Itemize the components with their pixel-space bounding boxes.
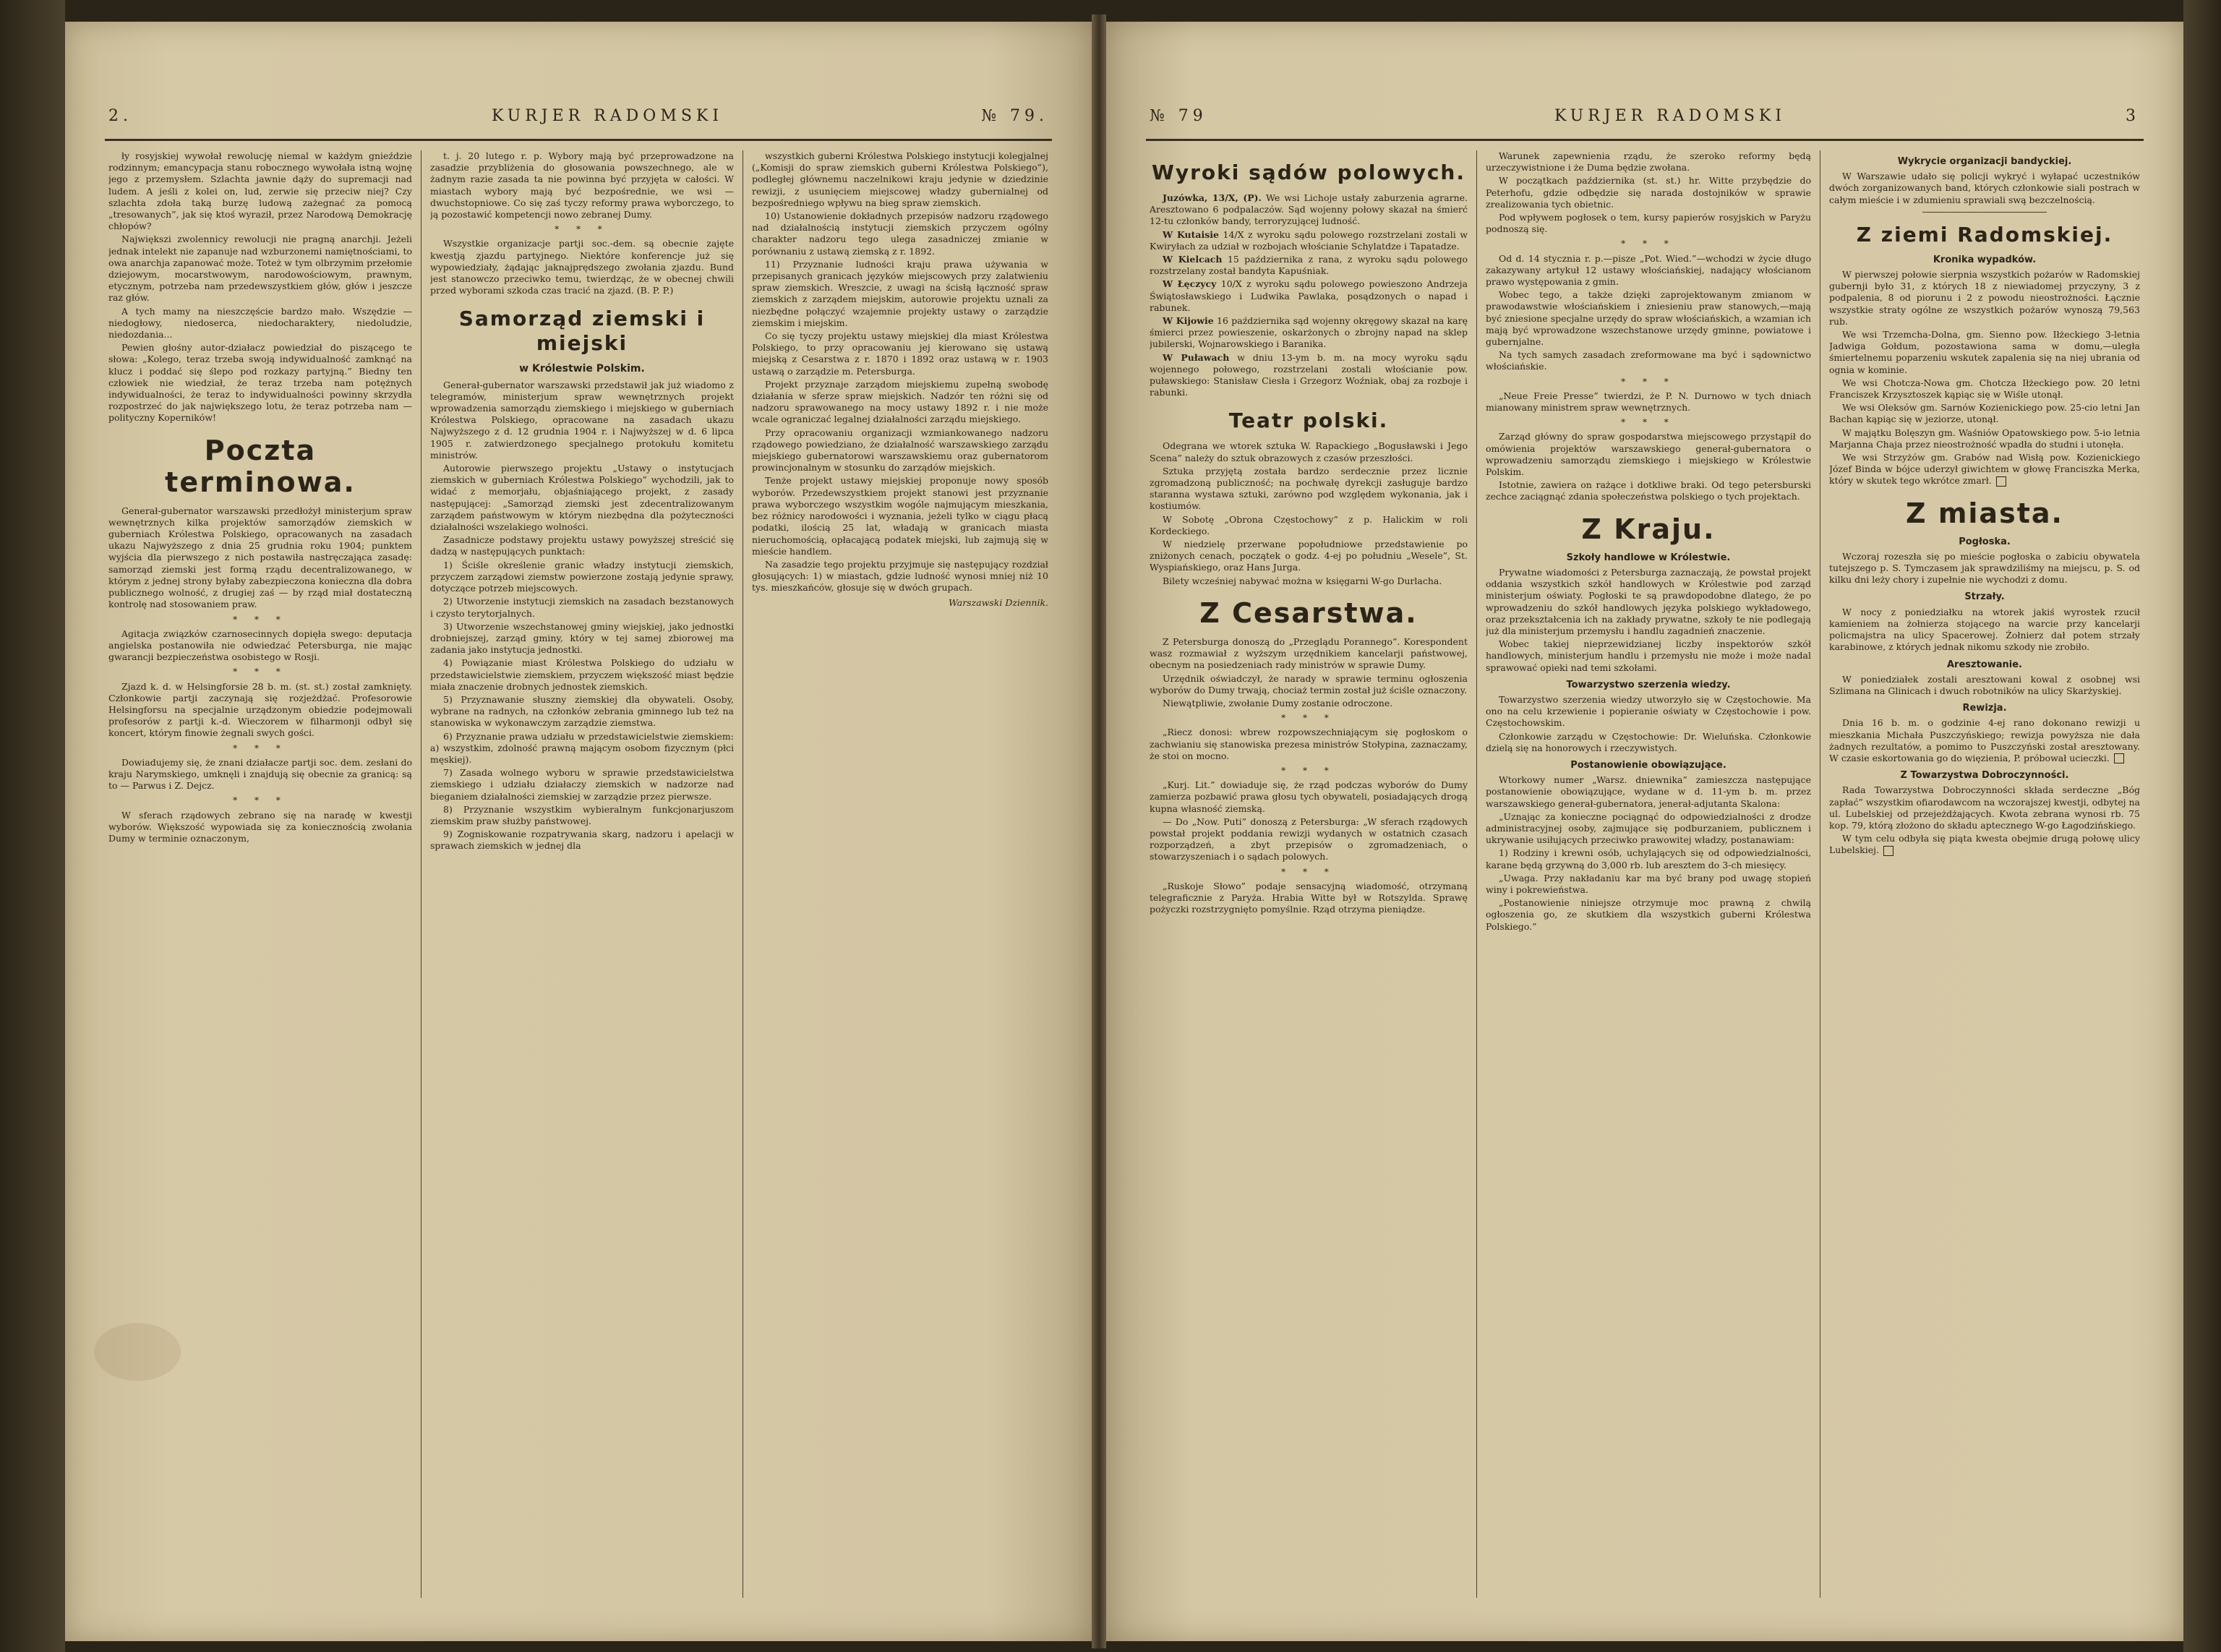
paragraph: Wobec takiej nieprzewidzianej liczby inspektorów szkół handlowych, ministerjum handlu i przemysłu nie może i może nadal sprawować opieki nad temi szkołami.	[1486, 638, 1811, 673]
paragraph: W majątku Bolęszyn gm. Waśniów Opatowskiego pow. 5-io letnia Marjanna Chaja przez nieostrożność wpadła do studni i utonęła.	[1829, 427, 2140, 450]
paragraph: Przy opracowaniu organizacji wzmiankowanego nadzoru rządowego powiedziano, że działalność warszawskiego zarządu miejskiego gubernatorowi warszawskiemu oraz gubernatorom prowincjonalnym w stosunku do zarządów miejskich.	[752, 427, 1048, 474]
separator-stars: * * *	[233, 667, 288, 677]
paragraph: „Kurj. Lit.” dowiaduje się, że rząd podczas wyborów do Dumy zamierza pozbawić prawa głosu tych obywateli, posiadających drogą kupna własność ziemską.	[1150, 779, 1468, 814]
section-headline: Z Kraju.	[1581, 513, 1716, 545]
paragraph: Odegrana we wtorek sztuka W. Rapackiego „Bogusławski i Jego Scena” należy do sztuk obrazowych z czasów przeszłości.	[1150, 440, 1468, 463]
page-number: 3	[2126, 107, 2140, 125]
separator-stars: * * *	[1281, 713, 1336, 724]
paragraph: Na zasadzie tego projektu przyjmuje się następujący rozdział głosujących: 1) w miastach, gdzie ludność wynosi mniej niż 10 tys. mieszkańców, głosuje się w dwóch grupach.	[752, 558, 1048, 594]
paragraph: wszystkich guberni Królestwa Polskiego instytucji kolegjalnej („Komisji do spraw ziemskich guberni Królestwa Polskiego”), podległej głównemu naczelnikowi kraju jedynie w dziedzinie rewizji, z usunięciem miejscowej władzy gubernialnej od bezpośredniego wpływu na bieg spraw ziemskich.	[752, 150, 1048, 208]
separator-stars: * * *	[1281, 866, 1336, 877]
paragraph: Wszystkie organizacje partji soc.-dem. są obecnie zajęte kwestją zjazdu partyjnego. Niektóre konferencje już się wypowiedziały, żądając jaknajprędszego zwołania zjazdu. Bund jest stanowczo przeciwko temu, twierdząc, że w obecnej chwili przed wyborami szkoda czas tracić na zjazd. (B. P. P.)	[430, 238, 734, 296]
paragraph: „Riecz donosi: wbrew rozpowszechniającym się pogłoskom o zachwianiu się stanowiska prezesa ministrów Stołypina, zaznaczamy, że stoi on mocno.	[1150, 727, 1468, 761]
paragraph: Bilety wcześniej nabywać można w księgarni W-go Durlacha.	[1163, 575, 1442, 586]
paragraph: Tenże projekt ustawy miejskiej proponuje nowy sposób wyborów. Przedewszystkiem projekt stanowi jest przyznanie prawa wyborczego wszystkim wogóle najmującym mieszkania, bez różnicy narodowości i wyznania, jeżeli tylko w ciągu płacą podatki, ilością 25 lat, władają w granicach miasta nieruchomością, opłacającą podatek miejski, lub zajmują się w mieście handlem.	[752, 475, 1048, 557]
paragraph: 1) Ściśle określenie granic władzy instytucji ziemskich, przyczem zarządowi ziemstw powierzone zostają jedynie sprawy, dotyczące potrzeb miejscowych.	[430, 559, 734, 594]
paragraph: Największi zwolennicy rewolucji nie pragną anarchji. Jeżeli jednak intelekt nie zapanuje nad wzburzonemi namiętnościami, to owa anarchja zapanować może. Toteż w tym olbrzymim przełomie dziejowym, mocarstwowym, narodowościowym, prawnym, etycznym, potrzeba nam przedewszystkiem głów, głów i jeszcze raz głów.	[108, 234, 412, 304]
separator-stars: * * *	[1621, 417, 1676, 428]
header-rule	[105, 139, 1052, 141]
scan-edge-left	[0, 0, 65, 1652]
masthead: KURJER RADOMSKI	[1554, 107, 1786, 125]
issue-number: № 79	[1150, 107, 1207, 125]
article-subhead: Pogłoska.	[1959, 536, 2011, 547]
paragraph: Od d. 14 stycznia r. p.—pisze „Pot. Wied.”—wchodzi w życie długo zakazywany artykuł 12 ustawy włościańskiej, nadający włościanom prawo występowania z gmin.	[1486, 252, 1811, 288]
paragraph	[1829, 833, 2140, 856]
item-lead: W Kielcach	[1163, 254, 1223, 265]
paragraph: We wsi Oleksów gm. Sarnów Kozienickiego pow. 25-cio letni Jan Bachan kąpiąc się w jeziorze, utonął.	[1829, 402, 2140, 425]
paragraph: Pod wpływem pogłosek o tem, kursy papierów rosyjskich w Paryżu podnoszą się.	[1486, 212, 1811, 235]
paragraph: 2) Utworzenie instytucji ziemskich na zasadach bezstanowych i czysto terytorjalnych.	[430, 596, 734, 619]
paragraph: 5) Przyznawanie słuszny ziemskiej dla obywateli. Osoby, wybrane na radnych, na członków zebrania gminnego lub też na stanowiska w wykonawczym zarządzie ziemstwa.	[430, 693, 734, 729]
section-headline: Z ziemi Radomskiej.	[1856, 222, 2113, 247]
news-item	[1150, 315, 1468, 351]
paragraph	[1829, 717, 2140, 764]
end-mark-icon	[1996, 476, 2006, 487]
paragraph: „Postanowienie niniejsze otrzymuje moc prawną z chwilą ogłoszenia go, ze skutkiem dla wszystkich guberni Królestwa Polskiego.”	[1486, 897, 1811, 932]
item-text: 15 października z rana, z wyroku sądu polowego rozstrzelany został bandyta Kapuśniak.	[1150, 254, 1468, 277]
item-lead: Juzówka, 13/X, (P).	[1163, 192, 1262, 203]
paragraph: 1) Rodziny i krewni osób, uchylających się od odpowiedzialności, karane będą grzywną do 3,000 rb. lub aresztem do 3-ch miesięcy.	[1486, 847, 1811, 870]
section-headline: Poczta terminowa.	[165, 434, 356, 498]
paragraph: We wsi Chotcza-Nowa gm. Chotcza Iłżeckiego pow. 20 letni Franciszek Krzysztoszek kąpiąc się w Wiśle utonął.	[1829, 377, 2140, 401]
paragraph: Agitacja związków czarnosecinnych dopięła swego: deputacja angielska postanowiła nie odwiedzać Petersburga, nie mając gwarancji bezpieczeństwa osobistego w Rosji.	[108, 628, 412, 663]
paragraph: W Sobotę „Obrona Częstochowy” z p. Halickim w roli Kordeckiego.	[1150, 513, 1468, 536]
separator-stars: * * *	[1621, 239, 1676, 249]
section-headline: Samorząd ziemski i miejski	[458, 307, 706, 356]
column-3	[752, 150, 1048, 1605]
paragraph: 9) Zogniskowanie rozpatrywania skarg, nadzoru i apelacji w sprawach ziemskich w jednej dla	[430, 829, 734, 852]
article-subhead: Wykrycie organizacji bandyckiej.	[1897, 156, 2072, 167]
page-number: 2.	[108, 107, 132, 125]
paragraph: W niedzielę przerwane popołudniowe przedstawienie po zniżonych cenach, początek o godz. 4-ej po południu „Wesele”, St. Wyspiańskiego, oraz Hans Jurga.	[1150, 539, 1468, 573]
item-text: We wsi Lichoje ustały zaburzenia agrarne. Aresztowano 6 podpalaczów. Sąd wojenny połowy skazał na śmierć 12-tu członków bandy, terroryzującej ludność.	[1150, 192, 1468, 227]
paragraph: ły rosyjskiej wywołał rewolucję niemal w każdym gnieździe rodzinnym; emancypacja stanu robocznego wywołała istną wojnę jego z przemysłem. Szlachta jawnie dąży do supremacji nad ludem. A jeśli z kolei on, lud, zerwie się przeciw niej? Czy szlachta zdoła taką burzę ludową zażegnać za pomocą „tresowanych”, jak się ktoś wyraził, przez Narodową Demokrację chłopów?	[108, 150, 412, 232]
paragraph-text: W tym celu odbyła się piąta kwesta obejmie drugą połowę ulicy Lubelskiej.	[1829, 833, 2140, 856]
paragraph: Pewien głośny autor-działacz powiedział do piszącego te słowa: „Kolego, teraz trzeba swoją indywidualność zamknąć na klucz i poddać się ślepo pod rozkazy partyjną.” Biedny ten człowiek nie wiedział, że teraz trzeba nam potężnych indywidualności, że teraz to indywidualności powinny skrzydła rozpostrzeć do jak największego lotu, że teraz potrzeba nam — polityczny Koperników!	[108, 342, 412, 424]
paragraph: 7) Zasada wolnego wyboru w sprawie przedstawicielstwa ziemskiego i udziału działaczy ziemskich w nadzorze nad bieganiem działalności ziemskiej w zarządzie przez pierwsze.	[430, 767, 734, 802]
paragraph: Niewątpliwie, zwołanie Dumy zostanie odroczone.	[1163, 697, 1393, 709]
paragraph: Co się tyczy projektu ustawy miejskiej dla miast Królestwa Polskiego, to przy opracowaniu jej kierowano się ustawą miejską z Cesarstwa z r. 1870 i 1892 oraz ustawą w r. 1903 ustawą o zarządzie m. Petersburga.	[752, 330, 1048, 377]
item-text: 16 października sąd wojenny okręgowy skazał na karę śmierci przez powieszenie, oskarżonych o zbrojny napad na sklep jubilerski, Wojnarowskiego i Baranika.	[1150, 315, 1468, 350]
right-page	[1106, 22, 2183, 1641]
paragraph: „Ruskoje Słowo” podaje sensacyjną wiadomość, otrzymaną telegraficznie z Paryża. Hrabia Witte był w Rotszylda. Sprawę pożyczki rozstrzygnięto pomyślnie. Rząd otrzyma pieniądze.	[1150, 880, 1468, 915]
article-subhead: Z Towarzystwa Dobroczynności.	[1900, 770, 2069, 782]
masthead: KURJER RADOMSKI	[492, 107, 724, 125]
separator-stars: * * *	[555, 224, 609, 235]
paragraph: Generał-gubernator warszawski przedstawił jak już wiadomo z telegramów, ministerjum spraw wewnętrznych projekt wprowadzenia samorządu ziemskiego i miejskiego w guberniach Królestwa Polskiego, opracowane na zasadach ukazu Najwyższego z d. 12 grudnia 1904 r. i Najwyższej w d. 6 lipca 1905 r. zatwierdzonego specjalnego protokułu komitetu ministrów.	[430, 379, 734, 461]
paragraph: Wobec tego, a także dzięki zaprojektowanym zmianom w prawodawstwie włościańskiem i zniesieniu praw stanowych,—mają być zniesione specjalne urzędy do spraw włościańskich, a wzamian ich mają być wprowadzone wszechstanowe urzędy gminne, powiatowe i gubernjalne.	[1486, 289, 1811, 348]
left-page	[65, 22, 1092, 1641]
separator-stars: * * *	[1621, 376, 1676, 387]
paragraph: W Warszawie udało się policji wykryć i wyłapać uczestników dwóch zorganizowanych band, których członkowie siali postrach w całym mieście i w zdumieniu sprawiali swą bezczelnością.	[1829, 171, 2140, 205]
paragraph	[1829, 452, 2140, 487]
item-lead: W Kutaisie	[1163, 228, 1219, 240]
paragraph: Warunek zapewnienia rządu, że szeroko reformy będą urzeczywistnione i że Duma będzie zwołana.	[1486, 150, 1811, 174]
article-subhead: Strzały.	[1964, 591, 2005, 603]
paragraph: Członkowie zarządu w Częstochowie: Dr. Wieluńska. Członkowie dzielą się na honorowych i rzeczywistych.	[1486, 730, 1811, 753]
article-subhead: Postanowienie obowiązujące.	[1570, 759, 1726, 771]
news-item	[1150, 278, 1468, 314]
paragraph: Autorowie pierwszego projektu „Ustawy o instytucjach ziemskich w guberniach Królestwa Polskiego” wychodzili, jak to widać z memorjału, objaśniającego projekt, z zasady następującej: „Samorząd ziemski jest zdecentralizowanym zarządem państwowym w którym niezbędna dla pożyteczności działalności wszelakiego wolności.	[430, 463, 734, 533]
paragraph: W sferach rządowych zebrano się na naradę w kwestji wyborów. Większość wypowiada się za koniecznością zwołania Dumy w terminie oznaczonym,	[108, 809, 412, 844]
column-1	[1150, 150, 1468, 1605]
news-item	[1150, 229, 1468, 252]
paragraph: Urzędnik oświadczył, że narady w sprawie terminu ogłoszenia wyborów do Dumy trwają, chociaż termin został już ściśle oznaczony.	[1150, 672, 1468, 696]
item-lead: W Kijowie	[1163, 315, 1214, 327]
item-text: 10/X z wyroku sądu polowego powieszono Andrzeja Świątosławskiego i Ludwika Pawlaka, posądzonych o napad i rabunek.	[1150, 278, 1468, 313]
news-item	[1150, 254, 1468, 277]
separator-stars: * * *	[233, 795, 288, 806]
paragraph: 8) Przyznanie wszystkim wybieralnym funkcjonarjuszom ziemskim praw służby państwowej.	[430, 803, 734, 826]
article-subhead: Szkoły handlowe w Królestwie.	[1566, 552, 1731, 563]
paragraph-text: We wsi Strzyżów gm. Grabów nad Wisłą pow. Kozienickiego Józef Binda w bójce uderzył giwichtem w głowę Franciszka Merka, który w skutek tego wkrótce zmarł.	[1829, 452, 2140, 487]
book-gutter	[1092, 14, 1106, 1648]
running-head	[1150, 107, 2140, 136]
paragraph: 4) Powiązanie miast Królestwa Polskiego do udziału w przedstawicielstwie ziemskiem, przyczem większość miast będzie miała znaczenie drobnych jednostek ziemskich.	[430, 657, 734, 692]
issue-number: № 79.	[981, 107, 1048, 125]
source-signature: Warszawski Dziennik.	[949, 596, 1048, 608]
paragraph: Sztuka przyjętą została bardzo serdecznie przez licznie zgromadzoną publiczność; na pochwałę dyrekcji zasługuje bardzo staranna wystawa sztuki, zarówno pod względem wykonania, jak i kostiumów.	[1150, 465, 1468, 512]
item-text: 14/X z wyroku sądu polowego rozstrzelani zostali w Kwiryłach za udział w rozbojach włościanie Schylatdze i Tapatadze.	[1150, 228, 1468, 252]
column-2	[1486, 150, 1811, 1605]
column-3	[1829, 150, 2140, 1605]
item-text: w dniu 13-ym b. m. na mocy wyroku sądu wojennego połowego, rozstrzelani zostali włościanie pow. puławskiego: Stanisław Ciesła i Grzegorz Woźniak, obaj za rozboje i rabunki.	[1150, 351, 1468, 398]
paragraph: 11) Przyznanie ludności kraju prawa używania w przepisanych granicach języków miejscowych przy zalatwieniu spraw ziemskich. Wreszcie, z uwagi na ścisłą łączność spraw ziemskich z zarządem miejskim, autorowie projektu uznali za niezbędne połączyć wzajemnie projekty ustawy o zarządzie ziemskim i miejskim.	[752, 258, 1048, 328]
paragraph: Istotnie, zawiera on rażące i dotkliwe braki. Od tego petersburski zechce zaciągnąć zdania społeczeństwa polskiego o tych projektach.	[1486, 479, 1811, 502]
section-headline: Teatr polski.	[1228, 408, 1389, 433]
separator-stars: * * *	[1281, 765, 1336, 776]
paragraph: W pierwszej połowie sierpnia wszystkich pożarów w Radomskiej gubernji było 31, z których 18 z niewiadomej przyczyny, 3 z podpalenia, 8 od piorunu i 2 z powodu nieostrożności. Łącznie wszystkie straty ogólne ze wszystkich pożarów wynoszą 79,563 rub.	[1829, 269, 2140, 327]
paragraph: Towarzystwo szerzenia wiedzy utworzyło się w Częstochowie. Ma ono na celu krzewienie i popieranie oświaty w Częstochowie i pow. Częstochowskim.	[1486, 693, 1811, 729]
paragraph: Rada Towarzystwa Dobroczynności składa serdeczne „Bóg zapłać” wszystkim ofiarodawcom na wczorajszej kwestji, odbytej na ul. Lubelskiej od przejeżdżających. Kwota zebrana wynosi rb. 75 kop. 79, którą złożono do składu aptecznego W-go Łagodzińskiego.	[1829, 784, 2140, 831]
paragraph: Projekt przyznaje zarządom miejskiemu zupełną swobodę działania w sferze spraw miejskich. Nadzór ten różni się od nadzoru sprawowanego na mocy ustawy 1892 r. i nie może wcale ograniczać legalnej działalności zarządu miejskiego.	[752, 378, 1048, 425]
scan-edge-right	[2183, 0, 2221, 1652]
paragraph-text: Dnia 16 b. m. o godzinie 4-ej rano dokonano rewizji u mieszkania Michała Puszczyńskiego; rewizja powyższa nie dała żadnych rezultatów, a pomimo to Puszczyński został aresztowany. W czasie eskortowania go do więzienia, P. próbował ucieczki.	[1829, 717, 2140, 763]
end-mark-icon	[2114, 753, 2124, 763]
section-headline: Z miasta.	[1906, 497, 2063, 529]
end-mark-icon	[1883, 846, 1893, 856]
paragraph: A tych mamy na nieszczęście bardzo mało. Wszędzie — niedogłowy, niedoserca, niedocharaktery, niedoludzie, niedozdania...	[108, 305, 412, 341]
running-head	[108, 107, 1048, 136]
paragraph: We wsi Trzemcha-Dolna, gm. Sienno pow. Iłżeckiego 3-letnia Jadwiga Gołdum, pozostawiona sama w domu,—uległa śmiertelnemu poparzeniu wskutek zapalenia się na niej ubrania od ognia w kominie.	[1829, 329, 2140, 375]
section-subtitle: w Królestwie Polskim.	[519, 363, 645, 375]
paragraph: 6) Przyznanie prawa udziału w przedstawicielstwie ziemskiem: a) wszystkim, zdolność prawną mającym osobom fizycznym (płci męskiej).	[430, 730, 734, 765]
paragraph: Dowiadujemy się, że znani działacze partji soc. dem. zesłani do kraju Narymskiego, umknęli i znajdują się obecnie za granicą: są to — Parwus i Z. Dejcz.	[108, 756, 412, 792]
news-item	[1150, 192, 1468, 228]
article-subhead: Kronika wypadków.	[1933, 254, 2037, 265]
paragraph: Zasadnicze podstawy projektu ustawy powyższej streścić się dadzą w następujących punktach:	[430, 534, 734, 557]
section-headline: Wyroki sądów polowych.	[1151, 161, 1465, 184]
separator-stars: * * *	[233, 742, 288, 753]
paragraph: Wczoraj rozeszła się po mieście pogłoska o zabiciu obywatela tutejszego p. S. Tymczasem jak sprawdziliśmy na miejscu, p. S. od kilku dni leży chory i zupełnie nie wychodzi z domu.	[1829, 550, 2140, 586]
item-lead: W Łęczycy	[1163, 278, 1217, 290]
column-rule	[1476, 150, 1477, 1598]
column-1	[108, 150, 412, 1605]
section-headline: Z Cesarstwa.	[1199, 596, 1418, 629]
paragraph: „Uznając za konieczne pociągnąć do odpowiedzialności z drodze administracyjnej osoby, zajmujące się podburzaniem, publicznem i ukrywanie usiłujących przeciwko prawowitej władzy, postanawiam:	[1486, 810, 1811, 846]
paragraph: Wtorkowy numer „Warsz. dniewnika” zamieszcza następujące postanowienie obowiązujące, wydane w d. 11-ym b. m. przez warszawskiego generał-gubernatora, jenerał-adjutanta Skalona:	[1486, 774, 1811, 809]
article-subhead: Rewizja.	[1962, 703, 2007, 714]
paragraph: 10) Ustanowienie dokładnych przepisów nadzoru rządowego nad działalnością instytucji ziemskich przyczem ogólny charakter nadzoru tego ulega zasadniczej zmianie w porównaniu z ustawą ziemską z r. 1892.	[752, 210, 1048, 257]
paragraph: — Do „Now. Puti” donoszą z Petersburga: „W sferach rządowych powstał projekt poddania rewizji wydanych w ostatnich czasach rozporządzeń, a zbyt przepisów o zgromadzeniach, o stowarzyszeniach i o sądach polowych.	[1150, 816, 1468, 863]
paragraph: Zarząd główny do spraw gospodarstwa miejscowego przystąpił do omówienia projektów warszawskiego generał-gubernatora o wprowadzeniu samorządu ziemskiego i miejskiego w Królestwie Polskim.	[1486, 431, 1811, 478]
paragraph: W nocy z poniedziałku na wtorek jakiś wyrostek rzucił kamieniem na żołnierza stojącego na warcie przy kancelarji policmajstra na ulicy Spacerowej. Żołnierz dał potem strzały karabinowe, z których jednak nikomu szkody nie zrobiło.	[1829, 606, 2140, 653]
paragraph: Na tych samych zasadach zreformowane ma być i sądownictwo włościańskie.	[1486, 349, 1811, 372]
paragraph: Generał-gubernator warszawski przedłożył ministerjum spraw wewnętrznych kilka projektów samorządów ziemskich w guberniach Królestwa Polskiego, opracowanych na zasadach ukazu Najwyższego z dnia 25 grudnia roku 1904; punktem wyjścia dla pierwszego z nich postawiła nastręczająca zasadę: samorząd ziemski jest formą rządu decentralizowanego, w którym z jednej strony byłaby zabezpieczona konieczna dla dobra publicznego wolność, z drugiej zaś — by rząd miał dostateczną kontrolę nad stosowaniem praw.	[108, 505, 412, 610]
paragraph: Zjazd k. d. w Helsingforsie 28 b. m. (st. st.) został zamknięty. Członkowie partji zaczynają się rozjeżdżać. Profesorowie Helsingforsu na specjalnie urządzonym obiedzie podejmowali profesorów z partji k.-d. Wieczorem w filharmonji odbył się koncert, którym finowie żegnali swych gości.	[108, 680, 412, 739]
paragraph: W początkach października (st. st.) hr. Witte przybędzie do Peterhofu, gdzie odbędzie się narada dostojników w sprawie zrealizowania tych obietnic.	[1486, 175, 1811, 210]
article-subhead: Aresztowanie.	[1947, 659, 2022, 670]
paragraph: „Neue Freie Presse” twierdzi, że P. N. Durnowo w tych dniach mianowany ministrem spraw wewnętrznych.	[1486, 390, 1811, 414]
paragraph: „Uwaga. Przy nakładaniu kar ma być brany pod uwagę stopień winy i pokrewieństwa.	[1486, 872, 1811, 895]
paragraph: W poniedziałek zostali aresztowani kowal z osobnej wsi Szlimana na Glinicach i dwuch robotników na ulicy Skarżyskiej.	[1829, 673, 2140, 696]
paragraph: 3) Utworzenie wszechstanowej gminy wiejskiej, jako jednostki drobniejszej, zarząd gminy, który w tej samej zbiorowej ma zadania jako instytucja jednostki.	[430, 620, 734, 656]
paragraph: Prywatne wiadomości z Petersburga zaznaczają, że powstał projekt oddania wszystkich szkół handlowych w Królestwie pod zarząd ministerjum oświaty. Pogłoski te są prawdopodobne dlatego, że po wprowadzeniu do szkół handlowych języka polskiego wykładowego, oraz przekształcenia ich na zakłady prywatne, szkoły te nie podlegają już dla ministerjum przemysłu i handlu zagadnień znaczenie.	[1486, 566, 1811, 636]
item-lead: W Puławach	[1163, 351, 1230, 363]
paragraph: t. j. 20 lutego r. p. Wybory mają być przeprowadzone na zasadzie przybliżenia do głosowania powszechnego, ale w żadnym razie zasada ta nie powinna być przyjęta w całości. W miastach wybory mają być bezpośrednie, we wsi — dwuchstopniowe. Co się zaś tyczy reformy prawa wyborczego, to ją pozostawić kompetencji nowo zebranej Dumy.	[430, 150, 734, 221]
column-2	[430, 150, 734, 1605]
paragraph: Z Petersburga donoszą do „Przeglądu Porannego”. Korespondent wasz rozmawiał z wyższym urzędnikiem kancelarji państwowej, obecnym na posiedzeniach rady ministrów w sprawie Dumy.	[1150, 635, 1468, 671]
header-rule	[1146, 139, 2144, 141]
news-item	[1150, 352, 1468, 399]
separator-stars: * * *	[233, 614, 288, 625]
article-subhead: Towarzystwo szerzenia wiedzy.	[1566, 679, 1731, 690]
section-divider	[1922, 212, 2047, 213]
